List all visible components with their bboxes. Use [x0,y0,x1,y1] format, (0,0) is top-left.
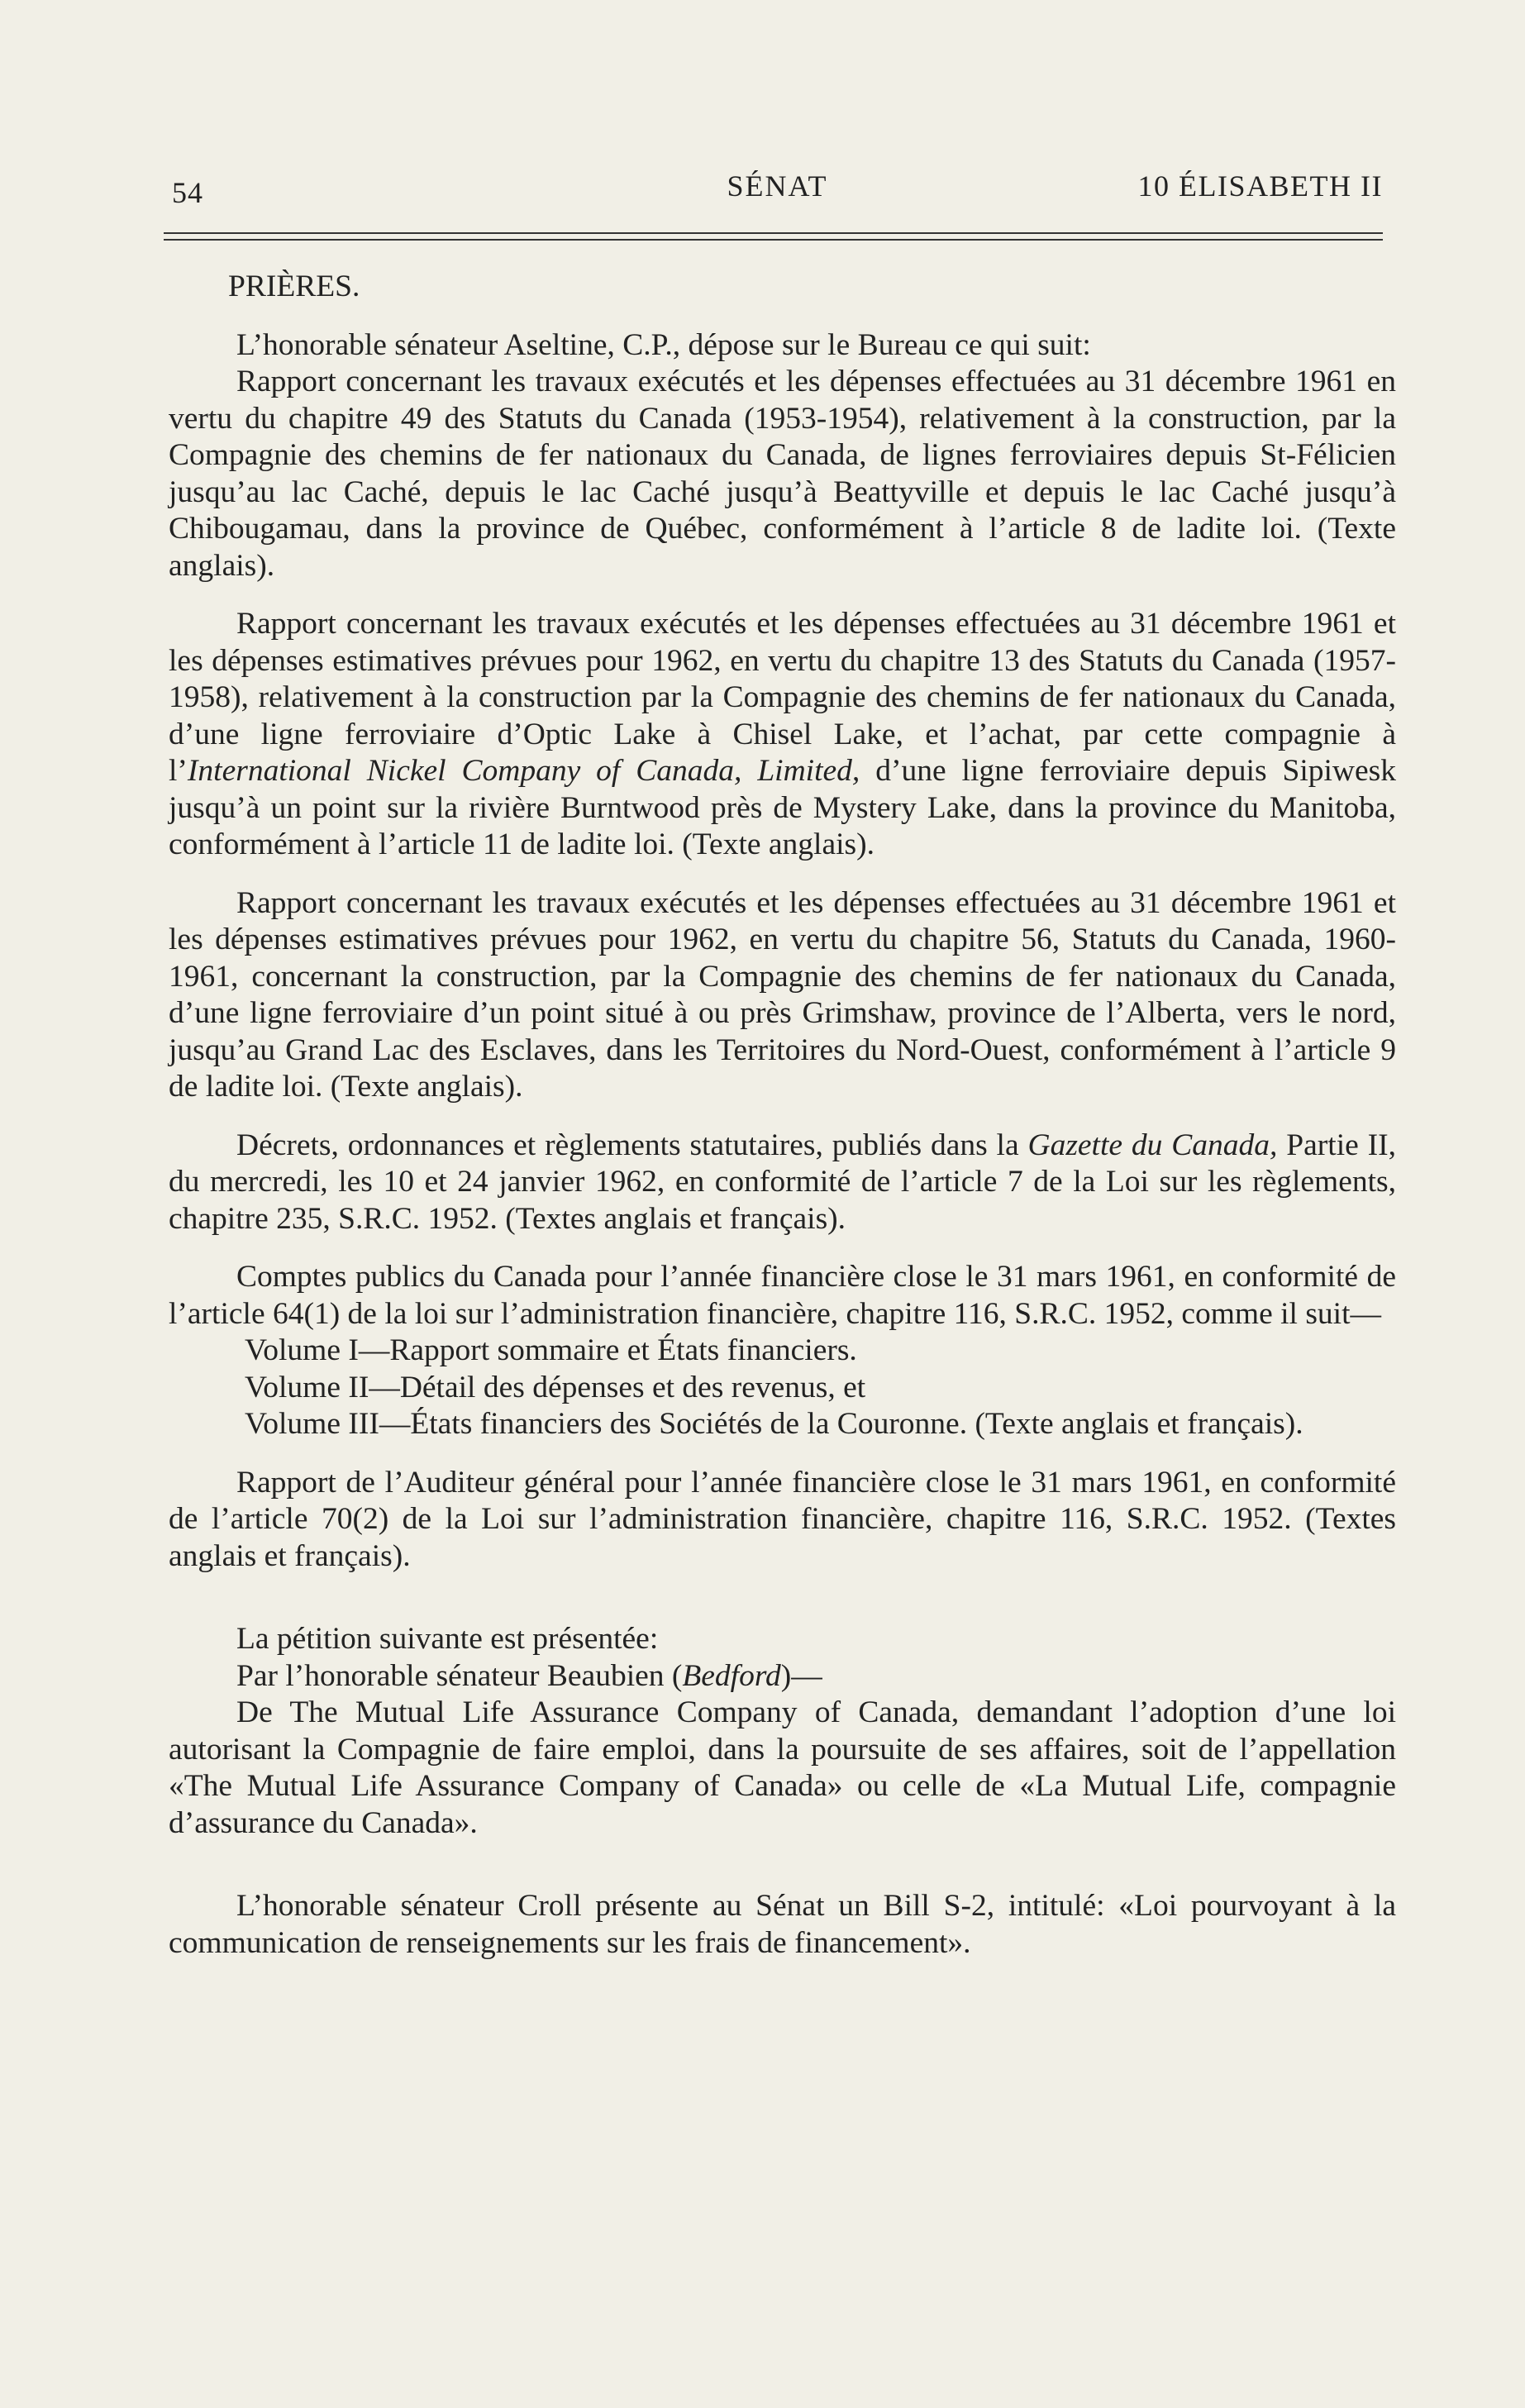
report-cn-manitoba: Rapport concernant les travaux exécutés et les dépenses effectuées au 31 décembre 1961 et les dépenses estimatives prévues pour 1962, en vertu du chapitre 13 des Statuts du Canada (1957-1958), relativement à la construction par la Compagnie des chemins de fer nationaux du Canada, d’une ligne ferroviaire d’Optic Lake à Chisel Lake, et l’achat, par cette compagnie à l’International Nickel Company of Canada, Limited, d’une ligne ferroviaire depuis Sipiwesk jusqu’à un point sur la rivière Burntwood près de Mystery Lake, dans la province du Manitoba, conformément à l’article 11 de ladite loi. (Texte anglais). [169,607,1396,861]
bill-s2-paragraph: L’honorable sénateur Croll présente au Sénat un Bill S-2, intitulé: «Loi pourvoyant à la communication de renseignements sur les frais de financement». [169,1889,1396,1960]
regnal-year: 10 ÉLISABETH II [1137,169,1383,203]
page-title: SÉNAT [727,169,828,203]
volume-3: Volume III—États financiers des Sociétés de la Couronne. (Texte anglais et français). [245,1407,1303,1441]
report-cn-alberta: Rapport concernant les travaux exécutés et les dépenses effectuées au 31 décembre 1961 et les dépenses estimatives prévues pour 1962, en vertu du chapitre 56, Statuts du Canada, 1960-1961, concernant la construction, par la Compagnie des chemins de fer nationaux du Canada, d’une ligne ferroviaire d’un point situé à ou près Grimshaw, province de l’Alberta, vers le nord, jusqu’au Grand Lac des Esclaves, dans les Territoires du Nord-Ouest, conformément à l’article 9 de ladite loi. (Texte anglais). [169,885,1396,1104]
public-accounts-paragraph: Comptes publics du Canada pour l’année financière close le 31 mars 1961, en conformité de l’article 64(1) de la loi sur l’administration financière, chapitre 116, S.R.C. 1952, comme il suit— [169,1260,1396,1331]
petition-intro: La pétition suivante est présentée: [236,1622,659,1656]
regulations-paragraph: Décrets, ordonnances et règlements statutaires, publiés dans la Gazette du Canada, Partie II, du mercredi, les 10 et 24 janvier 1962, en conformité de l’article 7 de la Loi sur les règlements, chapitre 235, S.R.C. 1952. (Textes anglais et français). [169,1128,1396,1236]
header-rule-top [164,232,1383,234]
tabled-intro: L’honorable sénateur Aseltine, C.P., dépose sur le Bureau ce qui suit: [236,327,1091,362]
header-rule-bottom [164,239,1383,241]
prayers-heading: PRIÈRES. [228,269,360,303]
page-header [172,164,1383,213]
volume-2: Volume II—Détail des dépenses et des revenus, et [245,1370,866,1404]
page-number: 54 [172,176,203,209]
volume-1: Volume I—Rapport sommaire et États financiers. [245,1333,857,1367]
petition-text: De The Mutual Life Assurance Company of Canada, demandant l’adoption d’une loi autorisant la Compagnie de faire emploi, dans la poursuite de ses affaires, soit de l’appellation «The Mutual Life Assurance Company of Canada» ou celle de «La Mutual Life, compagnie d’assurance du Canada». [169,1695,1396,1840]
petition-presenter: Par l’honorable sénateur Beaubien (Bedford)— [236,1658,822,1693]
report-cn-quebec: Rapport concernant les travaux exécutés et les dépenses effectuées au 31 décembre 1961 en vertu du chapitre 49 des Statuts du Canada (1953-1954), relativement à la construction, par la Compagnie des chemins de fer nationaux du Canada, de lignes ferroviaires depuis St-Félicien jusqu’au lac Caché, depuis le lac Caché jusqu’à Beattyville et depuis le lac Caché jusqu’à Chibougamau, dans la province de Québec, conformément à l’article 8 de ladite loi. (Texte anglais). [169,365,1396,583]
auditor-general-report: Rapport de l’Auditeur général pour l’année financière close le 31 mars 1961, en conformité de l’article 70(2) de la Loi sur l’administration financière, chapitre 116, S.R.C. 1952. (Textes anglais et français). [169,1465,1396,1573]
page-body [169,269,1396,1962]
